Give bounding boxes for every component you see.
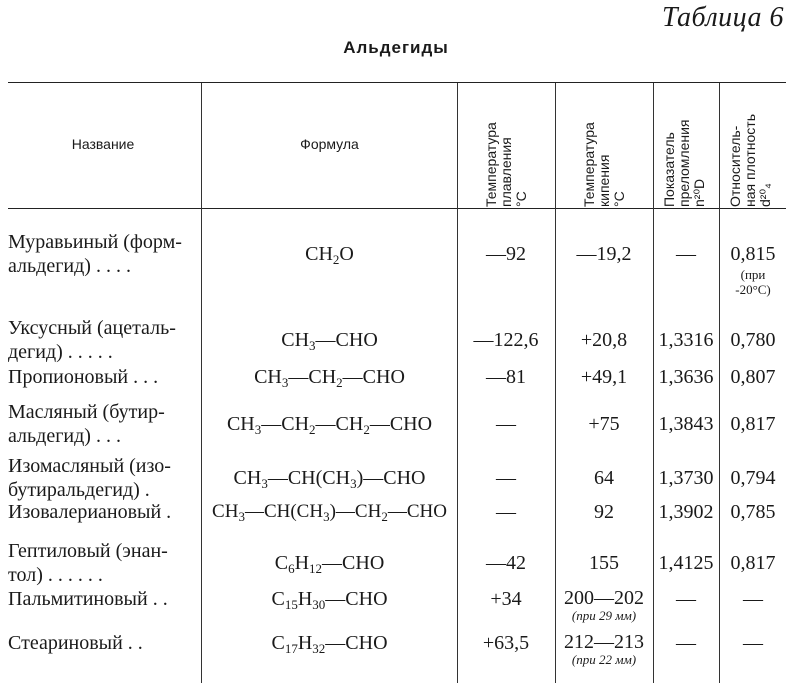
table-caption: Альдегиды	[343, 38, 449, 57]
refraction-index: 1,4125	[658, 552, 714, 574]
chemical-formula	[203, 551, 456, 581]
chemical-formula	[203, 365, 456, 395]
density: 0,817	[730, 413, 776, 435]
formula-subscript: 3	[261, 476, 268, 491]
formula-subscript: 2	[332, 252, 340, 267]
header-density: Относитель- ная плотность d²⁰₄	[727, 113, 773, 207]
formula-part: —CHO	[369, 413, 433, 435]
formula-part: H	[297, 632, 313, 654]
boiling-point: +75	[588, 413, 620, 435]
refraction-index: —	[676, 243, 696, 265]
melting-point: —92	[486, 243, 526, 265]
density: —	[743, 588, 763, 610]
chemical-formula	[203, 466, 456, 496]
refraction-index: —	[676, 632, 696, 654]
header-boiling-point: Температура кипения °С	[581, 122, 627, 207]
melting-point: +63,5	[482, 632, 530, 654]
boiling-point: +49,1	[580, 366, 628, 388]
compound-name	[8, 365, 198, 389]
density: 0,817	[730, 552, 776, 574]
chemical-formula	[203, 631, 456, 661]
table-number: Таблица 6	[662, 2, 784, 33]
formula-subscript: 15	[284, 597, 298, 612]
boiling-point: 212—213	[564, 631, 644, 653]
boiling-pressure-note: (при 22 мм)	[571, 652, 637, 667]
formula-part: —CHO	[315, 329, 378, 351]
boiling-point: 64	[594, 467, 614, 489]
formula-part: H	[294, 552, 310, 574]
formula-part: C	[271, 632, 285, 654]
chemical-formula	[203, 587, 456, 617]
formula-subscript: 6	[288, 561, 295, 576]
refraction-index: 1,3730	[658, 467, 714, 489]
compound-name-line: альдегид) . . .	[8, 425, 121, 447]
chemical-formula	[203, 412, 456, 442]
melting-point: —	[496, 501, 516, 523]
formula-part: —CHO	[325, 588, 388, 610]
compound-name-line: дегид) . . . . .	[8, 341, 113, 363]
formula-subscript: 2	[381, 509, 388, 524]
refraction-index: 1,3843	[658, 413, 714, 435]
chemical-formula	[203, 500, 456, 529]
formula-part: —CHO	[387, 501, 447, 522]
compound-name-line: бутиральдегид) .	[8, 479, 150, 501]
compound-name	[8, 230, 198, 278]
compound-name-line: Изомасляный (изо-	[8, 455, 171, 477]
boiling-point: 92	[594, 501, 614, 523]
compound-name-line: Гептиловый (энан-	[8, 540, 168, 562]
density: 0,780	[730, 329, 776, 351]
formula-part: CH	[281, 329, 310, 351]
formula-part: —CH	[261, 413, 310, 435]
formula-subscript: 2	[336, 375, 343, 390]
boiling-point: —19,2	[576, 243, 632, 265]
formula-part: H	[297, 588, 313, 610]
compound-name	[8, 631, 198, 655]
formula-part: CH	[305, 243, 333, 265]
compound-name	[8, 539, 198, 587]
refraction-index: 1,3902	[658, 501, 714, 523]
melting-point: —81	[486, 366, 526, 388]
compound-name-line: Изовалериановый .	[8, 501, 172, 523]
density-temperature-note: -20°С)	[735, 282, 771, 297]
formula-subscript: 12	[309, 561, 323, 576]
formula-subscript: 32	[312, 641, 326, 656]
melting-point: —122,6	[473, 329, 539, 351]
formula-part: )—CH	[329, 501, 382, 522]
compound-name	[8, 316, 198, 364]
formula-subscript: 3	[238, 509, 245, 524]
formula-part: CH	[226, 413, 255, 435]
formula-part: —CHO	[342, 366, 405, 388]
refraction-index: 1,3316	[658, 329, 714, 351]
density-temperature-note: (при	[740, 267, 766, 282]
refraction-index: 1,3636	[658, 366, 714, 388]
compound-name-line: альдегид) . . . .	[8, 255, 131, 277]
compound-name-line: Пальмитиновый . .	[8, 588, 168, 610]
density: 0,807	[730, 366, 776, 388]
header-rule	[8, 208, 786, 209]
compound-name-line: тол) . . . . . .	[8, 564, 103, 586]
formula-subscript: 2	[309, 422, 316, 437]
formula-part: —CHO	[322, 552, 385, 574]
formula-part: O	[339, 243, 354, 265]
boiling-point: 155	[589, 552, 619, 574]
compound-name-line: Масляный (бутир-	[8, 401, 165, 423]
header-refraction-index: Показатель преломления n²⁰D	[661, 119, 707, 207]
formula-subscript: 3	[281, 375, 289, 390]
melting-point: —	[496, 413, 516, 435]
density: 0,785	[730, 501, 776, 523]
formula-subscript: 2	[363, 422, 370, 437]
melting-point: —42	[486, 552, 526, 574]
compound-name-line: Уксусный (ацеталь-	[8, 317, 176, 339]
formula-subscript: 3	[323, 509, 330, 524]
header-formula: Формула	[300, 136, 359, 152]
formula-subscript: 3	[350, 476, 357, 491]
top-rule	[8, 82, 786, 83]
formula-part: C	[274, 552, 289, 574]
header-melting-point: Температура плавления °С	[483, 122, 529, 207]
compound-name	[8, 454, 198, 502]
formula-part: C	[271, 588, 285, 610]
density: 0,815	[730, 243, 776, 265]
formula-part: CH	[233, 467, 262, 489]
boiling-point: +20,8	[580, 329, 628, 351]
compound-name-line: Муравьиный (форм-	[8, 231, 182, 253]
boiling-pressure-note: (при 29 мм)	[571, 608, 637, 623]
compound-name	[8, 500, 198, 524]
compound-name-line: Пропионовый . . .	[8, 366, 159, 388]
formula-part: CH	[212, 501, 239, 522]
formula-part: —CHO	[325, 632, 388, 654]
chemical-formula	[203, 328, 456, 358]
formula-subscript: 17	[284, 641, 298, 656]
density: 0,794	[730, 467, 776, 489]
melting-point: —	[496, 467, 516, 489]
compound-name	[8, 587, 198, 611]
formula-subscript: 30	[312, 597, 326, 612]
compound-name	[8, 400, 198, 448]
formula-part: —CH	[288, 366, 337, 388]
density: —	[743, 632, 763, 654]
chemical-formula	[203, 242, 456, 272]
header-name: Название	[71, 136, 135, 152]
formula-subscript: 3	[254, 422, 262, 437]
formula-part: CH	[254, 366, 282, 388]
column-divider	[201, 83, 202, 683]
formula-part: —CH(CH	[244, 501, 324, 522]
formula-subscript: 3	[309, 338, 316, 353]
formula-part: )—CHO	[356, 467, 426, 489]
formula-part: —CH(CH	[267, 467, 351, 489]
boiling-point: 200—202	[564, 587, 644, 609]
formula-part: —CH	[315, 413, 364, 435]
refraction-index: —	[676, 588, 696, 610]
compound-name-line: Стеариновый . .	[8, 632, 143, 654]
melting-point: +34	[490, 588, 522, 610]
